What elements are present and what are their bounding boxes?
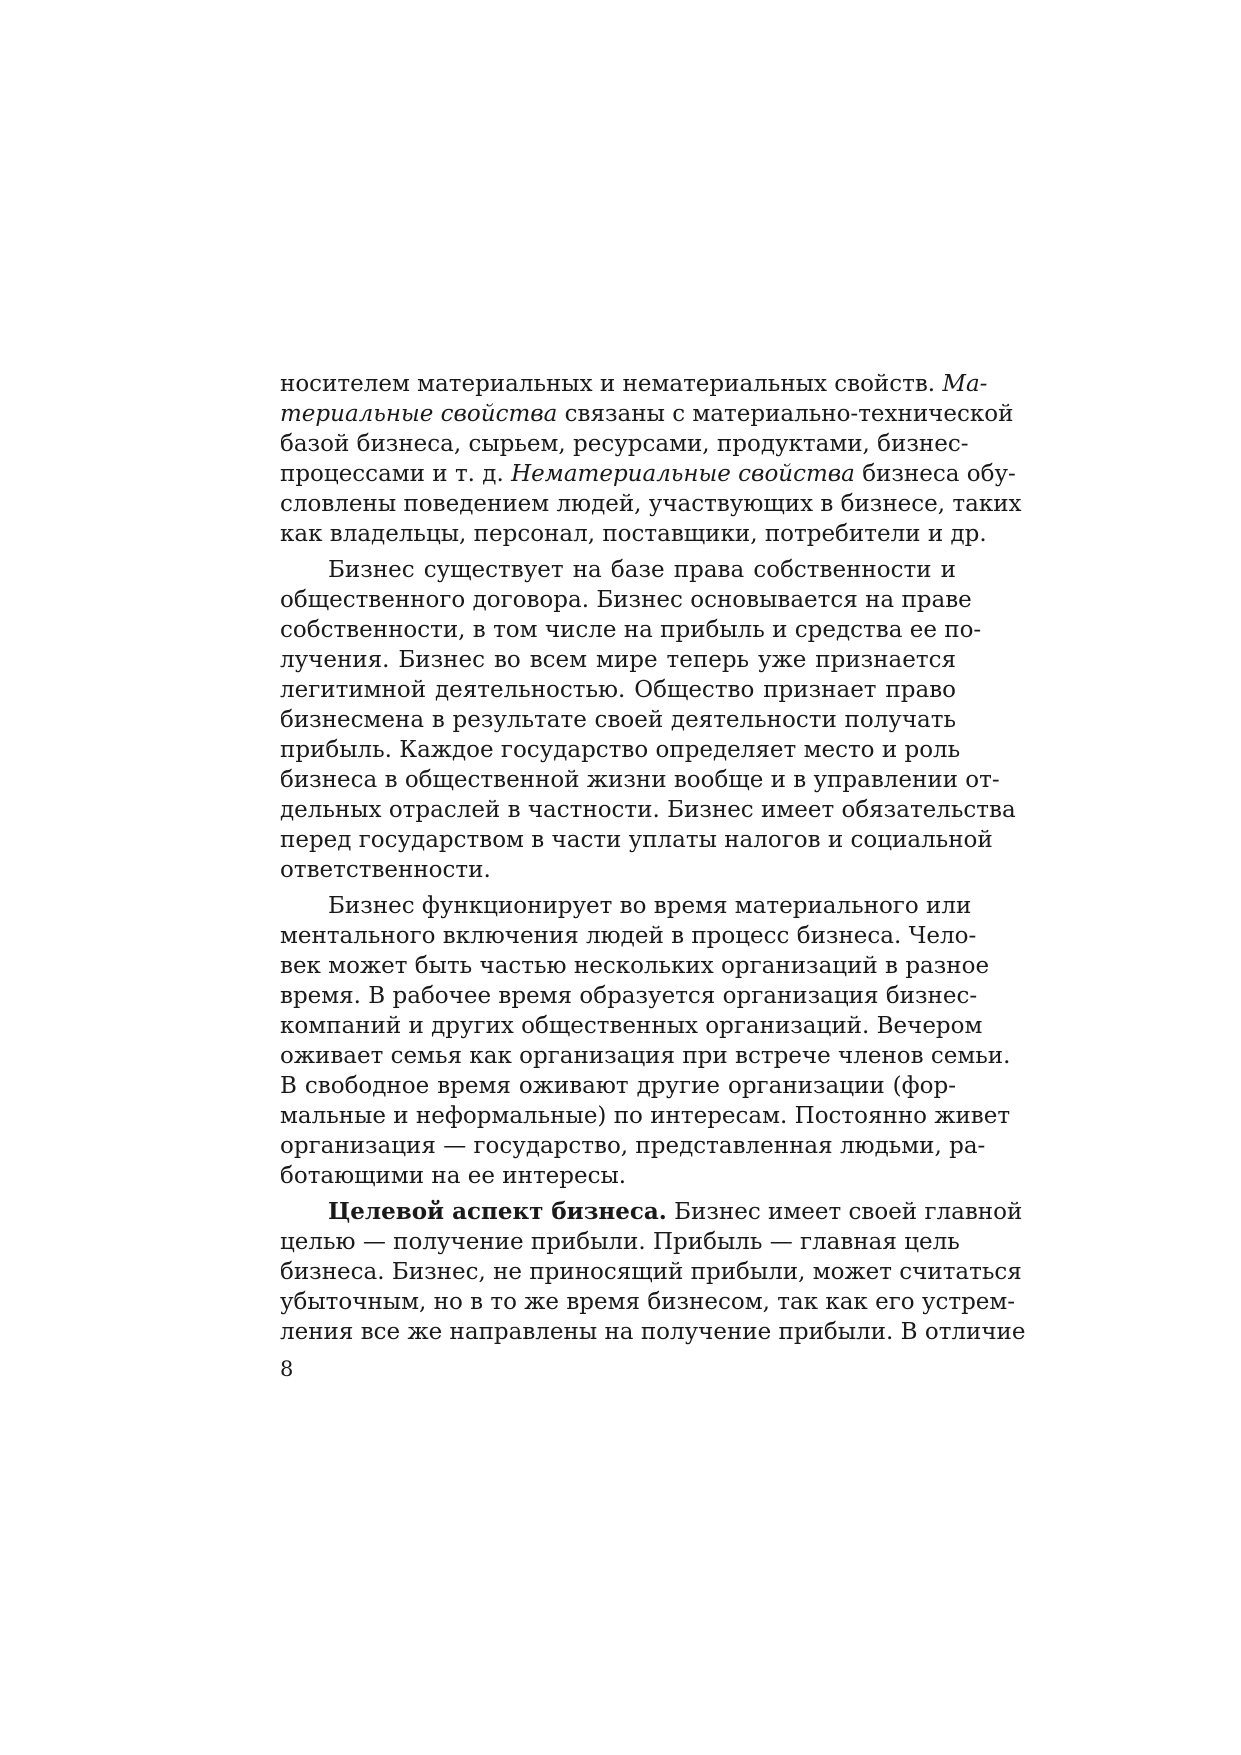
text-line: [280, 555, 956, 585]
text-line: [280, 519, 987, 549]
text-run: бизнеса обу-: [854, 461, 1016, 487]
text-run: век может быть частью нескольких организаций в разное: [280, 953, 990, 979]
text-line: [280, 459, 1016, 489]
text-line: [280, 795, 1016, 825]
text-run: ботающими на ее интересы.: [280, 1163, 627, 1189]
text-run: общественного договора. Бизнес основывается на праве: [280, 587, 972, 613]
text-run: компаний и других общественных организаций. Вечером: [280, 1013, 983, 1039]
text-run: бизнеса. Бизнес, не приносящий прибыли, может считаться: [280, 1259, 1022, 1285]
text-run: ментального включения людей в процесс бизнеса. Чело-: [280, 923, 977, 949]
text-run: лучения. Бизнес во всем мире теперь уже признается: [280, 647, 956, 673]
text-run: организация — государство, представленная людьми, ра-: [280, 1133, 986, 1159]
text-line: [280, 1041, 1011, 1071]
text-line: [280, 429, 969, 459]
text-line: [280, 765, 1000, 795]
text-run: убыточным, но в то же время бизнесом, так как его устрем-: [280, 1289, 1016, 1315]
text-line: [280, 891, 972, 921]
text-line: [280, 825, 993, 855]
text-run: связаны с материально-технической: [557, 401, 1014, 427]
text-line: [280, 1071, 956, 1101]
text-run: время. В рабочее время образуется организация бизнес-: [280, 983, 978, 1009]
text-line: [280, 399, 1014, 429]
text-run: бизнесмена в результате своей деятельности получать: [280, 707, 956, 733]
text-line: [280, 705, 956, 735]
text-line: [280, 855, 956, 885]
paragraph: [280, 555, 1016, 885]
text-run: прибыль. Каждое государство определяет место и роль: [280, 737, 961, 763]
text-run: Бизнес функционирует во время материального или: [328, 893, 972, 919]
text-line: [280, 1227, 960, 1257]
text-line: [280, 1131, 986, 1161]
text-line: [280, 615, 982, 645]
text-run: В свободное время оживают другие организации (фор-: [280, 1073, 956, 1099]
text-line: [280, 981, 978, 1011]
text-line: [280, 1317, 1026, 1347]
bold-run: Целевой аспект бизнеса.: [328, 1198, 667, 1225]
text-run: перед государством в части уплаты налогов и социальной: [280, 827, 993, 853]
text-run: легитимной деятельностью. Общество признает право: [280, 677, 956, 703]
italic-run: териальные свойства: [280, 401, 558, 427]
text-line: [280, 951, 990, 981]
text-line: [280, 1101, 1011, 1131]
text-run: ответственности.: [280, 857, 491, 883]
text-line: [280, 1161, 956, 1191]
italic-run: Ма-: [942, 371, 988, 397]
text-run: словлены поведением людей, участвующих в бизнесе, таких: [280, 491, 1022, 517]
text-line: [280, 369, 988, 399]
text-line: [280, 1197, 1023, 1227]
text-run: базой бизнеса, сырьем, ресурсами, продуктами, бизнес-: [280, 431, 969, 457]
text-run: дельных отраслей в частности. Бизнес имеет обязательства: [280, 797, 1016, 823]
text-run: как владельцы, персонал, поставщики, потребители и др.: [280, 521, 987, 547]
text-line: [280, 735, 961, 765]
text-line: [280, 675, 956, 705]
text-run: оживает семья как организация при встрече членов семьи.: [280, 1043, 1011, 1069]
text-line: [280, 489, 1022, 519]
page-number: 8: [280, 1357, 294, 1381]
text-run: процессами и т. д.: [280, 461, 512, 487]
text-run: собственности, в том числе на прибыль и средства ее по-: [280, 617, 982, 643]
text-line: [280, 1257, 1022, 1287]
text-run: мальные и неформальные) по интересам. Постоянно живет: [280, 1103, 1011, 1129]
paragraph: [280, 369, 1022, 549]
paragraph: [280, 891, 1011, 1191]
text-run: целью — получение прибыли. Прибыль — главная цель: [280, 1229, 960, 1255]
text-line: [280, 921, 977, 951]
text-run: Бизнес существует на базе права собственности и: [328, 557, 956, 583]
text-run: Бизнес имеет своей главной: [666, 1199, 1023, 1225]
text-line: [280, 1287, 1016, 1317]
text-run: бизнеса в общественной жизни вообще и в управлении от-: [280, 767, 1000, 793]
italic-run: Нематериальные свойства: [511, 461, 855, 487]
text-run: ления все же направлены на получение прибыли. В отличие: [280, 1319, 1026, 1345]
text-line: [280, 1011, 983, 1041]
text-line: [280, 645, 956, 675]
body-text: [280, 369, 1026, 1347]
paragraph: [280, 1197, 1026, 1347]
text-line: [280, 585, 972, 615]
text-run: носителем материальных и нематериальных свойств.: [280, 371, 943, 397]
